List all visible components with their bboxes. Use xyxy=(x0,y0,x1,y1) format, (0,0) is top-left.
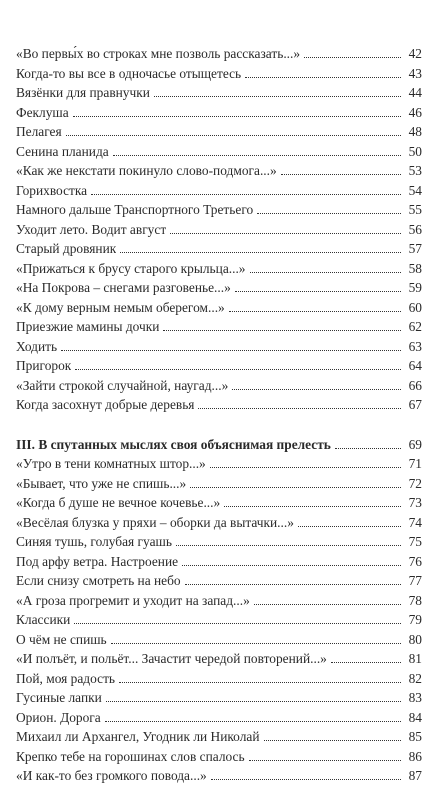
toc-entry-title: «К дому верным немым оберегом...» xyxy=(16,299,225,315)
toc-entry-page: 55 xyxy=(408,202,422,217)
toc-entry xyxy=(16,532,422,552)
dot-leader xyxy=(281,173,401,175)
toc-entry-title: Пой, моя радость xyxy=(16,670,116,686)
toc-entry xyxy=(16,122,422,142)
toc-entry xyxy=(16,454,422,474)
toc-entry-page: 74 xyxy=(408,514,422,530)
toc-entry-page: 87 xyxy=(408,768,422,783)
dot-leader xyxy=(235,290,401,292)
toc-entry-page: 56 xyxy=(408,221,422,237)
toc-entry-title: «Утро в тени комнатных штор...» xyxy=(16,456,206,471)
toc-entry xyxy=(16,64,422,84)
toc-entry-page: 75 xyxy=(408,534,422,549)
dot-leader xyxy=(105,720,401,722)
toc-entry-title: Михаил ли Архангел, Угодник ли Николай xyxy=(16,729,260,744)
toc-entry-page: 42 xyxy=(408,46,422,61)
toc-entry xyxy=(16,220,422,240)
toc-entry-page: 54 xyxy=(408,182,422,198)
toc-entry-page: 77 xyxy=(408,573,422,588)
toc-entry xyxy=(16,747,422,767)
toc-entry xyxy=(16,83,422,103)
dot-leader xyxy=(335,447,401,449)
toc-entry-page: 71 xyxy=(408,456,422,471)
section-page: 69 xyxy=(408,436,422,452)
dot-leader xyxy=(245,76,400,78)
toc-entry xyxy=(16,161,422,181)
toc-entry-title: Вязёнки для правнучки xyxy=(16,85,150,100)
toc-entry-page: 81 xyxy=(408,651,422,666)
toc-entry xyxy=(16,649,422,669)
toc-entry xyxy=(16,493,422,513)
toc-entry-page: 79 xyxy=(408,612,422,627)
dot-leader xyxy=(257,212,400,214)
dot-leader xyxy=(211,778,401,780)
toc-entry xyxy=(16,337,422,357)
toc-entry xyxy=(16,669,422,689)
dot-leader xyxy=(304,56,401,58)
toc-entry-page: 82 xyxy=(408,670,422,686)
dot-leader xyxy=(210,466,401,468)
toc-entry-title: Орион. Дорога xyxy=(16,709,101,725)
toc-entry-page: 84 xyxy=(408,709,422,725)
toc-entry xyxy=(16,44,422,64)
toc-entry-title: Приезжие мамины дочки xyxy=(16,319,160,334)
toc-entry-title: Под арфу ветра. Настроение xyxy=(16,553,179,569)
toc-entry-page: 50 xyxy=(408,143,422,159)
toc-entry-title: «И как-то без громкого повода...» xyxy=(16,768,207,783)
dot-leader xyxy=(91,193,400,195)
toc-entry-page: 57 xyxy=(408,241,422,256)
dot-leader xyxy=(120,251,400,253)
toc-entry xyxy=(16,142,422,162)
toc-entry-title: Сенина планида xyxy=(16,143,109,159)
dot-leader xyxy=(61,349,401,351)
toc-entry xyxy=(16,278,422,298)
toc-entry-title: «На Покрова – снегами разговенье...» xyxy=(16,280,231,295)
dot-leader xyxy=(111,642,401,644)
dot-leader xyxy=(224,505,400,507)
toc-entry xyxy=(16,474,422,494)
toc-entry-page: 80 xyxy=(408,631,422,647)
toc-entry-page: 53 xyxy=(408,163,422,178)
dot-leader xyxy=(198,407,400,409)
section-spacer xyxy=(16,415,422,435)
toc-entry xyxy=(16,181,422,201)
table-of-contents xyxy=(16,44,422,786)
toc-entry-title: Горихвостка xyxy=(16,182,88,198)
toc-entry-title: Когда-то вы все в одночасье отыщетесь xyxy=(16,65,242,81)
toc-entry xyxy=(16,356,422,376)
toc-entry xyxy=(16,688,422,708)
toc-entry-page: 67 xyxy=(408,397,422,412)
dot-leader xyxy=(113,154,401,156)
toc-entry-title: «Весёлая блузка у пряхи – оборки да вытачки...» xyxy=(16,514,294,530)
dot-leader xyxy=(74,622,400,624)
toc-entry xyxy=(16,298,422,318)
dot-leader xyxy=(182,564,401,566)
toc-entry-page: 73 xyxy=(408,495,422,510)
toc-entry-title: Когда засохнут добрые деревья xyxy=(16,397,195,412)
toc-entry-title: Гусиные лапки xyxy=(16,690,102,705)
toc-entry-title: «Во первы́х во строках мне позволь рассказать...» xyxy=(16,46,301,61)
toc-entry-page: 44 xyxy=(408,85,422,100)
toc-entry-page: 63 xyxy=(408,338,422,354)
toc-entry-page: 66 xyxy=(408,377,422,393)
toc-entry-title: Синяя тушь, голубая гуашь xyxy=(16,534,172,549)
dot-leader xyxy=(185,583,401,585)
toc-entry-title: О чём не спишь xyxy=(16,631,107,647)
dot-leader xyxy=(106,700,401,702)
dot-leader xyxy=(119,681,401,683)
toc-entry-title: Если снизу смотреть на небо xyxy=(16,573,181,588)
toc-entry-title: Крепко тебе на горошинах слов спалось xyxy=(16,748,245,764)
toc-entry xyxy=(16,591,422,611)
toc-entry-title: «Зайти строкой случайной, наугад...» xyxy=(16,377,229,393)
toc-entry-title: «Как же некстати покинуло слово-подмога...» xyxy=(16,163,277,178)
toc-entry-page: 46 xyxy=(408,104,422,120)
toc-entry-title: Феклуша xyxy=(16,104,69,120)
toc-entry xyxy=(16,727,422,747)
toc-entry-title: «А гроза прогремит и уходит на запад...» xyxy=(16,592,250,608)
toc-entry xyxy=(16,395,422,415)
toc-entry-title: Ходить xyxy=(16,338,58,354)
toc-entry-page: 43 xyxy=(408,65,422,81)
toc-entry-page: 64 xyxy=(408,358,422,373)
toc-entry-page: 83 xyxy=(408,690,422,705)
toc-entry xyxy=(16,103,422,123)
toc-entry xyxy=(16,259,422,279)
toc-entry-title: Уходит лето. Водит август xyxy=(16,221,167,237)
dot-leader xyxy=(249,759,401,761)
toc-entry xyxy=(16,317,422,337)
dot-leader xyxy=(254,603,401,605)
toc-entry xyxy=(16,239,422,259)
toc-entry-title: Пелагея xyxy=(16,124,62,139)
toc-entry-title: «И полъёт, и польёт... Зачастит чередой повторений...» xyxy=(16,651,327,666)
section-title: III. В спутанных мыслях своя объяснимая прелесть xyxy=(16,436,331,452)
toc-entry-page: 72 xyxy=(408,475,422,491)
toc-entry xyxy=(16,610,422,630)
dot-leader xyxy=(264,739,401,741)
dot-leader xyxy=(154,95,401,97)
toc-entry xyxy=(16,630,422,650)
dot-leader xyxy=(298,525,401,527)
toc-entry-title: «Прижаться к брусу старого крыльца...» xyxy=(16,260,246,276)
toc-entry xyxy=(16,708,422,728)
dot-leader xyxy=(66,134,401,136)
toc-entry-title: Пригорок xyxy=(16,358,72,373)
toc-entry xyxy=(16,552,422,572)
dot-leader xyxy=(232,388,400,390)
dot-leader xyxy=(75,368,400,370)
toc-entry-page: 58 xyxy=(408,260,422,276)
toc-entry-page: 59 xyxy=(408,280,422,295)
toc-entry-title: «Бывает, что уже не спишь...» xyxy=(16,475,187,491)
dot-leader xyxy=(331,661,401,663)
toc-entry-page: 76 xyxy=(408,553,422,569)
dot-leader xyxy=(250,271,401,273)
toc-entry-page: 86 xyxy=(408,748,422,764)
section-heading xyxy=(16,435,422,455)
toc-entry-title: Намного дальше Транспортного Третьего xyxy=(16,202,254,217)
toc-entry xyxy=(16,513,422,533)
dot-leader xyxy=(163,329,400,331)
dot-leader xyxy=(73,115,401,117)
toc-entry-page: 60 xyxy=(408,299,422,315)
dot-leader xyxy=(229,310,401,312)
toc-entry-page: 78 xyxy=(408,592,422,608)
toc-entry xyxy=(16,766,422,786)
toc-entry xyxy=(16,200,422,220)
toc-entry-title: Классики xyxy=(16,612,71,627)
dot-leader xyxy=(170,232,400,234)
toc-entry-page: 85 xyxy=(408,729,422,744)
toc-entry-title: Старый дровяник xyxy=(16,241,117,256)
dot-leader xyxy=(176,544,401,546)
dot-leader xyxy=(190,486,400,488)
toc-entry xyxy=(16,571,422,591)
toc-entry-page: 48 xyxy=(408,124,422,139)
toc-entry xyxy=(16,376,422,396)
toc-entry-title: «Когда б душе не вечное кочевье...» xyxy=(16,495,221,510)
toc-entry-page: 62 xyxy=(408,319,422,334)
